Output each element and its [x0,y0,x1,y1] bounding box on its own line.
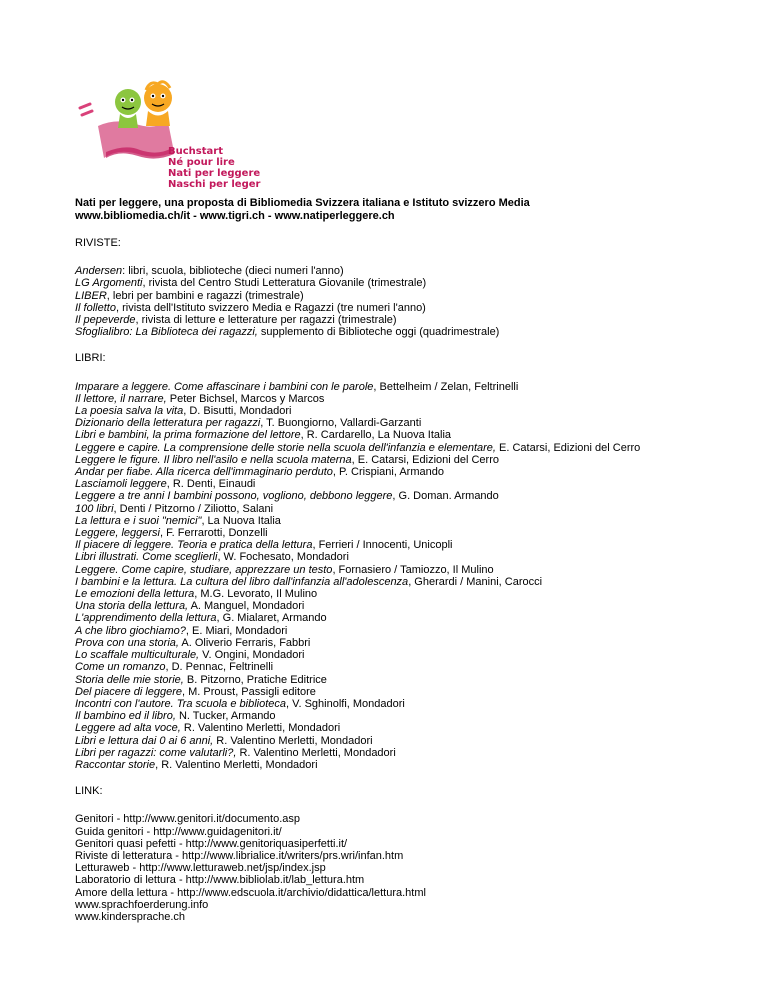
book-entry-title: Leggere a tre anni I bambini possono, vogliono, debbono leggere [75,490,393,503]
book-entry-details: , E. Catarsi, Edizioni del Cerro [351,453,499,466]
book-entry [75,539,755,551]
book-entry-title: Come un romanzo [75,661,166,674]
book-entry-details: , R. Denti, Einaudi [166,478,256,491]
magazine-entry-details: : libri, scuola, biblioteche (dieci numeri l'anno) [122,265,344,278]
magazine-entry [75,290,755,302]
logo-line: Né pour lire [168,157,235,168]
book-entry-title: La poesia salva la vita [75,405,184,418]
book-entry-details: R. Valentino Merletti, Mondadori [213,734,373,747]
book-entry [75,722,755,734]
book-entry-details: , R. Cardarello, La Nuova Italia [300,429,452,442]
book-entry-details: N. Tucker, Armando [175,710,276,723]
link-entry: www.kindersprache.ch [75,910,186,923]
book-entry [75,454,755,466]
magazine-entry-details: , rivista dell'Istituto svizzero Media e Ragazzi (tre numeri l'anno) [115,301,426,314]
link-entry: www.sprachfoerderung.info [75,898,209,911]
book-entry-title: Lasciamoli leggere [75,478,167,491]
book-entry-title: Libri e bambini, la prima formazione del lettore [75,429,301,442]
book-entry [75,698,755,710]
book-entry-details: , La Nuova Italia [201,514,281,527]
book-entry [75,466,755,478]
logo-line: Nati per leggere [168,168,261,179]
book-entry-title: La lettura e i suoi "nemici" [75,514,202,527]
book-entry-title: Leggere. Come capire, studiare, apprezzare un testo [75,563,333,576]
book-entry-details: , D. Bisutti, Mondadori [183,405,292,418]
book-entry [75,429,755,441]
book-entry-title: Leggere ad alta voce, [75,722,181,735]
book-entry-details: , F. Ferrarotti, Donzelli [160,527,268,540]
book-entry-title: Incontri con l'autore. Tra scuola e biblioteca [75,697,287,710]
book-entry [75,381,755,393]
book-entry-title: A che libro giochiamo? [75,624,186,637]
book-entry [75,710,755,722]
magazine-entry [75,314,755,326]
book-entry-details: , G. Mialaret, Armando [216,612,327,625]
link-list [75,813,755,923]
book-entry [75,405,755,417]
magazine-entry-title: Sfoglialibro: La Biblioteca dei ragazzi, [75,326,258,339]
book-entry [75,674,755,686]
book-entry-title: Del piacere di leggere [75,685,183,698]
book-entry-title: Libri e lettura dai 0 ai 6 anni, [75,734,214,747]
book-entry [75,637,755,649]
book-entry [75,442,755,454]
book-entry [75,759,755,771]
magazine-entry-details: , lebri per bambini e ragazzi (trimestrale) [106,289,304,302]
document-title: Nati per leggere, una proposta di Bibliomedia Svizzera italiana e Istituto svizzero Media [75,197,530,209]
book-entry-details: , M. Proust, Passigli editore [182,685,316,698]
book-entry [75,564,755,576]
book-entry-title: L'apprendimento della lettura [75,612,217,625]
magazine-entry [75,326,755,338]
book-entry-details: , T. Buongiorno, Vallardi-Garzanti [260,417,422,430]
book-entry-details: , Denti / Pitzorno / Ziliotto, Salani [113,502,274,515]
riviste-list [75,265,755,338]
book-entry-details: V. Ongini, Mondadori [199,649,305,662]
link-entry: Guida genitori - http://www.guidagenitori.it/ [75,825,282,838]
book-entry [75,478,755,490]
magazine-entry-title: Il pepeverde [75,314,136,327]
book-entry-title: Andar per fiabe. Alla ricerca dell'immaginario perduto [75,466,333,479]
book-entry [75,515,755,527]
book-entry [75,527,755,539]
book-entry-details: , Ferrieri / Innocenti, Unicopli [312,539,453,552]
book-entry [75,393,755,405]
magazine-entry [75,265,755,277]
book-entry [75,576,755,588]
book-entry [75,625,755,637]
book-entry-title: Una storia della lettura, [75,600,189,613]
book-entry-title: I bambini e la lettura. La cultura del libro dall'infanzia all'adolescenza [75,575,409,588]
book-entry [75,649,755,661]
book-entry-details: A. Manguel, Mondadori [188,600,305,613]
book-entry-title: Leggere e capire. La comprensione delle storie nella scuola dell'infanzia e elementare, [75,441,496,454]
book-entry-title: Leggere le figure. Il libro nell'asilo e nella scuola materna [75,453,352,466]
book-entry-title: Lo scaffale multiculturale, [75,649,200,662]
book-entry-details: B. Pitzorno, Pratiche Editrice [183,673,327,686]
book-entry-details: A. Oliverio Ferraris, Fabbri [178,636,311,649]
book-entry [75,600,755,612]
book-entry-title: Libri per ragazzi: come valutarli?, [75,746,237,759]
book-entry-details: , M.G. Levorato, Il Mulino [194,588,318,601]
book-entry [75,503,755,515]
link-entry: Genitori - http://www.genitori.it/documento.asp [75,813,300,826]
logo-line: Buchstart [168,146,223,157]
libri-list [75,381,755,772]
logo-dash [80,104,90,108]
magazine-entry-details: supplemento di Biblioteche oggi (quadrimestrale) [257,326,500,339]
book-entry-details: , P. Crispiani, Armando [332,466,444,479]
book-entry-title: Libri illustrati. Come sceglierli [75,551,218,564]
book-entry-title: 100 libri [75,502,114,515]
book-entry-details: , V. Sghinolfi, Mondadori [286,697,405,710]
book-entry-details: , W. Fochesato, Mondadori [217,551,349,564]
book-entry-title: Il lettore, il narrare, [75,392,167,405]
book-entry [75,747,755,759]
book-entry-details: , D. Pennac, Feltrinelli [165,661,274,674]
link-entry: Laboratorio di lettura - http://www.bibliolab.it/lab_lettura.htm [75,874,365,887]
riviste-heading: RIVISTE: [75,237,121,249]
logo-dash [82,111,92,115]
book-entry-details: R. Valentino Merletti, Mondadori [180,722,341,735]
book-entry [75,417,755,429]
book-entry-details: R. Valentino Merletti, Mondadori [236,746,396,759]
document-body [75,197,755,923]
book-entry [75,735,755,747]
book-entry [75,612,755,624]
book-entry [75,661,755,673]
magazine-entry-title: LG Argomenti [75,277,143,290]
book-entry-title: Raccontar storie [75,758,156,771]
magazine-entry-details: , rivista di letture e letterature per ragazzi (trimestrale) [135,314,397,327]
magazine-entry-details: , rivista del Centro Studi Letteratura Giovanile (trimestrale) [142,277,427,290]
link-entry: Riviste di letteratura - http://www.librialice.it/writers/prs.wri/infan.htm [75,849,404,862]
green-child-head [115,89,141,115]
link-heading: LINK: [75,785,103,798]
magazine-entry [75,302,755,314]
book-entry-title: Prova con una storia, [75,636,179,649]
book-entry-title: Storia delle mie storie, [75,673,184,686]
book-entry [75,686,755,698]
document-links: www.bibliomedia.ch/it - www.tigri.ch - www.natiperleggere.ch [75,210,395,222]
book-entry-details: , Fornasiero / Tamiozzo, Il Mulino [332,563,494,576]
book-entry-title: Il bambino ed il libro, [75,710,176,723]
book-entry-title: Imparare a leggere. Come affascinare i bambini con le parole [75,380,374,393]
book-entry-details: , E. Miari, Mondadori [185,624,288,637]
link-entry: Letturaweb - http://www.letturaweb.net/jsp/index.jsp [75,862,326,875]
book-entry-details: , Gherardi / Manini, Carocci [408,575,543,588]
book-entry [75,490,755,502]
logo-line: Naschi per leger [168,179,261,190]
book-entry-title: Leggere, leggersi [75,527,161,540]
book-entry-details: , G. Doman. Armando [392,490,499,503]
book-entry-details: Peter Bichsel, Marcos y Marcos [166,392,325,405]
book-entry-details: , R. Valentino Merletti, Mondadori [155,758,318,771]
logo-text [168,146,260,190]
magazine-entry-title: Andersen [75,265,123,278]
magazine-entry-title: Il folletto [75,301,116,314]
libri-heading: LIBRI: [75,352,106,365]
link-entry: Amore della lettura - http://www.edscuola.it/archivio/didattica/lettura.html [75,886,426,899]
magazine-entry-title: LIBER [75,289,107,302]
book-entry-details: , Bettelheim / Zelan, Feltrinelli [373,380,519,393]
book-entry [75,588,755,600]
book-entry-title: Le emozioni della lettura [75,588,195,601]
magazine-entry [75,277,755,289]
book-entry-title: Il piacere di leggere. Teoria e pratica della lettura [75,539,313,552]
book-entry-title: Dizionario della letteratura per ragazzi [75,417,261,430]
link-entry: Genitori quasi pefetti - http://www.genitoriquasiperfetti.it/ [75,837,348,850]
book-entry [75,551,755,563]
book-entry-details: E. Catarsi, Edizioni del Cerro [495,441,641,454]
